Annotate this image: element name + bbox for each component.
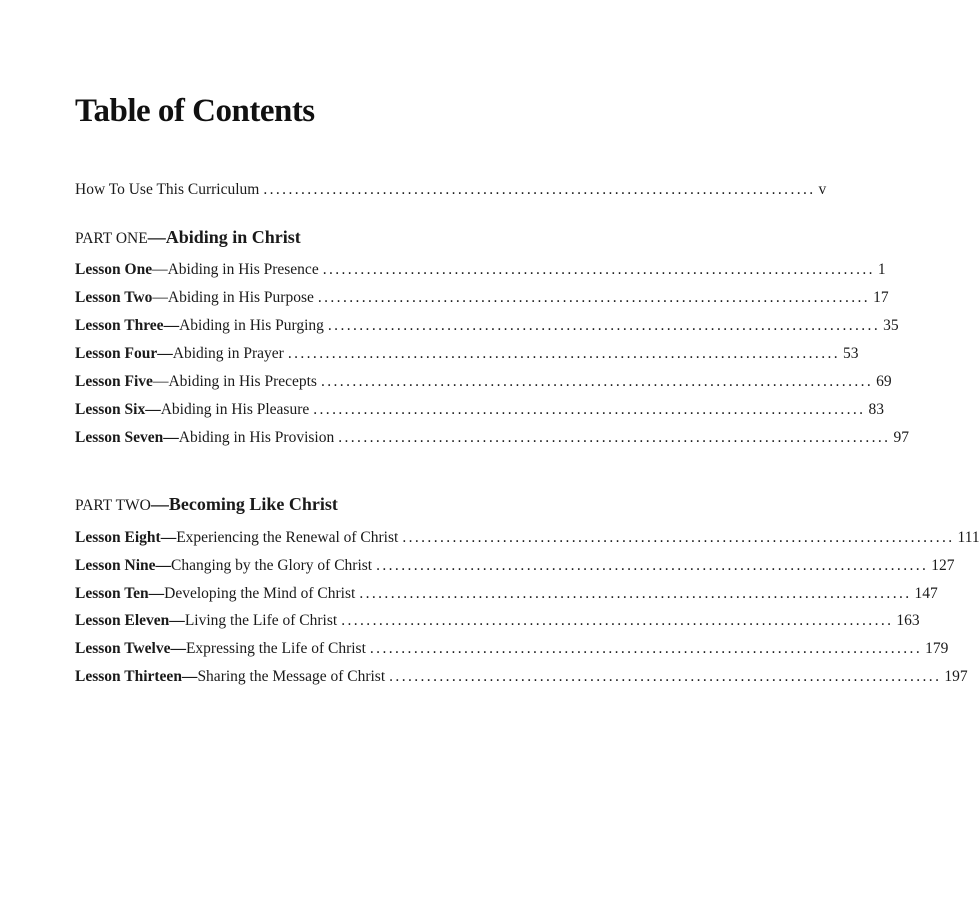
lesson-title: —Abiding in His Presence xyxy=(152,261,319,278)
toc-entry-lesson-two[interactable] xyxy=(75,289,889,311)
part-heading-one xyxy=(75,227,301,248)
dot-leader: ........................................................................................ xyxy=(338,429,891,446)
lesson-title: Expressing the Life of Christ xyxy=(185,640,366,657)
toc-page-number: 35 xyxy=(883,317,899,334)
lesson-title: Developing the Mind of Christ xyxy=(164,585,356,602)
lesson-title: —Abiding in His Purpose xyxy=(152,289,314,306)
lesson-number: Lesson Seven— xyxy=(75,429,179,446)
dot-leader: ........................................................................................ xyxy=(389,668,942,685)
toc-entry-lesson-one[interactable] xyxy=(75,261,886,283)
dot-leader: ........................................................................................ xyxy=(327,317,881,334)
lesson-number: Lesson Four— xyxy=(75,345,173,362)
toc-page-number: 53 xyxy=(843,345,859,362)
page-title: Table of Contents xyxy=(75,93,315,129)
lesson-title: Abiding in His Pleasure xyxy=(160,401,310,418)
toc-page-number: 1 xyxy=(877,261,886,278)
part-title: —Abiding in Christ xyxy=(147,227,301,247)
lesson-number: Lesson Nine— xyxy=(75,557,172,574)
toc-page-number: 111 xyxy=(957,529,980,546)
toc-page-number: 197 xyxy=(944,668,968,685)
dot-leader: ........................................................................................ xyxy=(341,612,894,629)
lesson-title: Experiencing the Renewal of Christ xyxy=(176,529,399,546)
dot-leader: ........................................................................................ xyxy=(313,401,866,418)
lesson-title: Changing by the Glory of Christ xyxy=(171,557,373,574)
toc-page-number: 83 xyxy=(868,401,884,418)
toc-entry-lesson-eleven[interactable] xyxy=(75,612,920,634)
dot-leader: ........................................................................................ xyxy=(317,289,871,306)
part-prefix: PART TWO xyxy=(75,497,151,514)
toc-entry-lesson-seven[interactable] xyxy=(75,429,909,451)
dot-leader: ........................................................................................ xyxy=(402,529,955,546)
toc-page-number: 17 xyxy=(873,289,889,306)
lesson-number: Lesson One xyxy=(75,261,153,278)
part-heading-two xyxy=(75,494,338,515)
toc-entry-lesson-six[interactable] xyxy=(75,401,884,423)
lesson-title: Abiding in His Purging xyxy=(179,317,324,334)
lesson-title: Living the Life of Christ xyxy=(184,612,338,629)
toc-entry-lesson-four[interactable] xyxy=(75,345,859,367)
toc-page-number: 127 xyxy=(931,557,955,574)
toc-page-number: 179 xyxy=(925,640,949,657)
part-title: —Becoming Like Christ xyxy=(150,494,338,514)
lesson-number: Lesson Six— xyxy=(75,401,161,418)
lesson-title: Abiding in His Provision xyxy=(178,429,335,446)
toc-entry-intro[interactable] xyxy=(75,181,827,203)
toc-entry-lesson-three[interactable] xyxy=(75,317,899,339)
dot-leader: ........................................................................................ xyxy=(287,345,841,362)
lesson-number: Lesson Eleven— xyxy=(75,612,185,629)
lesson-title: Abiding in Prayer xyxy=(172,345,284,362)
toc-page-number: 69 xyxy=(876,373,892,390)
lesson-number: Lesson Five xyxy=(75,373,153,390)
toc-entry-lesson-nine[interactable] xyxy=(75,557,955,579)
toc-entry-lesson-thirteen[interactable] xyxy=(75,668,968,690)
lesson-number: Lesson Ten— xyxy=(75,585,165,602)
dot-leader: ........................................................................................ xyxy=(320,373,874,390)
dot-leader: ........................................................................................ xyxy=(376,557,929,574)
toc-entry-lesson-ten[interactable] xyxy=(75,585,938,607)
toc-page-number: v xyxy=(818,181,827,198)
lesson-number: Lesson Eight— xyxy=(75,529,177,546)
lesson-number: Lesson Two xyxy=(75,289,153,306)
lesson-title: —Abiding in His Precepts xyxy=(152,373,317,390)
dot-leader: ........................................................................................ xyxy=(263,181,816,198)
dot-leader: ........................................................................................ xyxy=(322,261,875,278)
lesson-number: Lesson Thirteen— xyxy=(75,668,198,685)
lesson-title: Sharing the Message of Christ xyxy=(197,668,386,685)
dot-leader: ........................................................................................ xyxy=(369,640,923,657)
dot-leader: ........................................................................................ xyxy=(359,585,912,602)
toc-entry-label: How To Use This Curriculum xyxy=(75,181,260,198)
lesson-number: Lesson Three— xyxy=(75,317,180,334)
lesson-number: Lesson Twelve— xyxy=(75,640,186,657)
toc-page-number: 147 xyxy=(914,585,938,602)
part-prefix: PART ONE xyxy=(75,230,148,247)
toc-page-number: 163 xyxy=(896,612,920,629)
toc-entry-lesson-twelve[interactable] xyxy=(75,640,949,662)
toc-page-number: 97 xyxy=(893,429,909,446)
toc-entry-lesson-five[interactable] xyxy=(75,373,892,395)
toc-entry-lesson-eight[interactable] xyxy=(75,529,980,551)
